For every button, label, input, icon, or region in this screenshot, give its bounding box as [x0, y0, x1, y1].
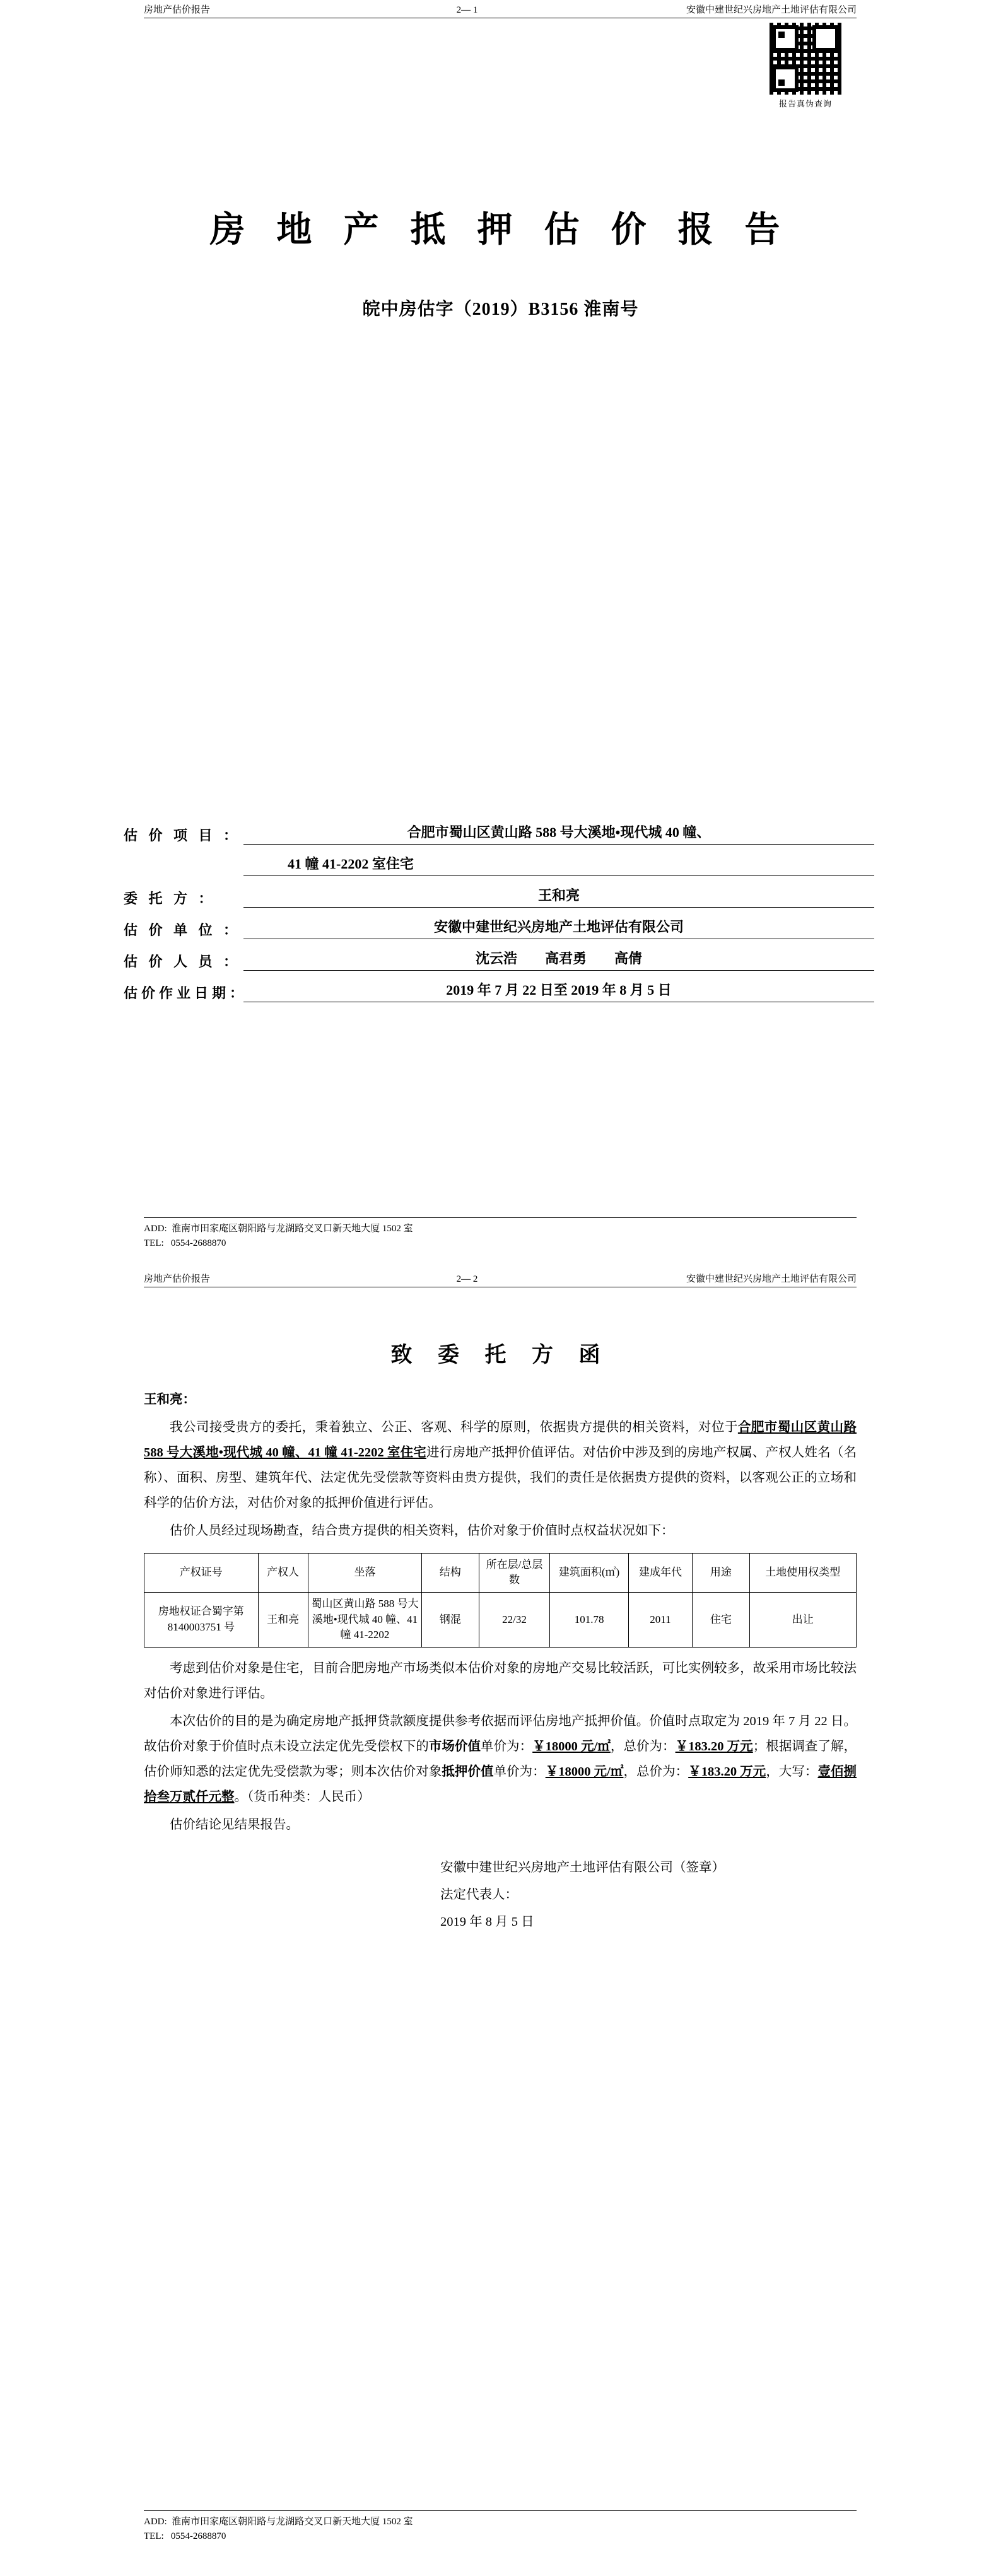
field-work-date [124, 981, 874, 1002]
para1-text-c: 进行房地产抵押价值评估。对估价中涉及到的房地产权属、产权人姓名（名称）、面积、房型、建筑年代、法定优先受偿款等资料由贵方提供，我们的责任是依据贵方提供的资料，以客观公正的立场和科学的估价方法，对估价对象的抵押价值进行评估。 [144, 1445, 857, 1510]
para4-text-5: ，总价为： [623, 1764, 689, 1779]
th-location: 坐落 [308, 1553, 422, 1592]
letter-paragraph-2: 估价人员经过现场勘查，结合贵方提供的相关资料，估价对象于价值时点权益状况如下： [170, 1523, 674, 1538]
letter-paragraph-3: 考虑到估价对象是住宅，目前合肥房地产市场类似本估价对象的房地产交易比较活跃，可比实例较多，故采用市场比较法对估价对象进行评估。 [144, 1661, 857, 1701]
qr-eye-dot-tr [826, 32, 833, 38]
report-title: 房 地 产 抵 押 估 价 报 告 [209, 211, 792, 250]
signature-block [144, 1854, 857, 1936]
para4-mortgage-unit-price: ￥18000 元/㎡ [545, 1764, 624, 1779]
field-work-date-label: 估价作业日期： [124, 985, 248, 1001]
para4-text-1: 单价为： [480, 1739, 533, 1753]
page2-running-header-right: 安徽中建世纪兴房地产土地评估有限公司 [686, 1274, 857, 1284]
page2-running-header-page-number: 2— 2 [456, 1274, 478, 1284]
th-year: 建成年代 [628, 1553, 693, 1592]
field-appraisers-label: 估 价 人 员 ： [124, 954, 242, 969]
table-header-row [144, 1553, 857, 1592]
th-structure: 结构 [422, 1553, 479, 1592]
para4-text-2: ，总价为： [610, 1739, 676, 1753]
th-use: 用途 [693, 1553, 749, 1592]
table-row [144, 1593, 857, 1648]
field-client-label: 委 托 方 ： [124, 891, 216, 906]
qr-eye-dot-tl [778, 32, 785, 38]
para4-market-total-price: ￥183.20 万元 [675, 1739, 753, 1753]
td-floor: 22/32 [479, 1593, 550, 1648]
td-year: 2011 [628, 1593, 693, 1648]
running-header-left: 房地产估价报告 [144, 5, 211, 15]
field-appraisers-value: 沈云浩 高君勇 高倩 [243, 949, 874, 971]
field-client-value: 王和亮 [243, 886, 874, 908]
report-number: 皖中房估字（2019）B3156 淮南号 [362, 300, 639, 319]
para4-pre: 本次估价的目的是为确定房地产抵押贷款额度提供参考依据而评估房地产抵押价值。价值时点取定为 2019 年 7 月 22 日。故估价对象于价值时点未设立法定优先受偿权下的 [144, 1714, 857, 1753]
page2-footer [144, 2510, 857, 2543]
letter-paragraph-4 [144, 1709, 857, 1810]
field-project-value-line2: 41 幢 41-2202 室住宅 [243, 855, 874, 876]
field-project-label: 估 价 项 目 ： [124, 828, 242, 843]
qr-code-caption: 报告真伪查询 [778, 99, 832, 108]
property-info-table [144, 1553, 857, 1648]
field-appraisers [124, 949, 874, 971]
para4-market-unit-price: ￥18000 元/㎡ [532, 1739, 611, 1753]
signature-legal-representative: 法定代表人： [440, 1887, 518, 1902]
para1-text-a: 我公司接受贵方的委托，秉着独立、公正、客观、科学的原则，依据贵方提供的相关资料，对位于 [170, 1420, 738, 1434]
page1-footer-tel: TEL: 0554-2688870 [144, 1238, 226, 1248]
qr-code-block [765, 23, 846, 109]
field-appraisal-firm-label: 估 价 单 位 ： [124, 922, 242, 938]
running-header-page-number: 2— 1 [456, 5, 478, 15]
page1-running-header [144, 3, 857, 18]
letter-salutation: 王和亮： [144, 1393, 196, 1407]
signature-company: 安徽中建世纪兴房地产土地评估有限公司（签章） [440, 1860, 725, 1875]
para4-amount-in-words: 壹佰捌拾叁万贰仟元整 [144, 1764, 857, 1804]
td-area: 101.78 [550, 1593, 628, 1648]
para4-text-7: 。（货币种类：人民币） [234, 1789, 370, 1804]
para4-text-4: 单价为： [493, 1764, 546, 1779]
page1-footer-address: ADD: 淮南市田家庵区朝阳路与龙湖路交叉口新天地大厦 1502 室 [144, 1224, 413, 1234]
page1-footer [144, 1217, 857, 1250]
th-area: 建筑面积(㎡) [550, 1553, 628, 1592]
letter-paragraph-5: 估价结论见结果报告。 [170, 1817, 299, 1832]
field-client [124, 886, 874, 908]
field-project [124, 823, 874, 845]
field-work-date-value: 2019 年 7 月 22 日至 2019 年 8 月 5 日 [243, 981, 874, 1002]
page2-footer-tel: TEL: 0554-2688870 [144, 2531, 226, 2541]
field-project-value: 合肥市蜀山区黄山路 588 号大溪地•现代城 40 幢、 [243, 823, 874, 845]
td-cert-no: 房地权证合蜀字第 8140003751 号 [144, 1593, 259, 1648]
td-owner: 王和亮 [258, 1593, 308, 1648]
qr-code-icon [770, 23, 841, 95]
qr-eye-dot-bl [778, 79, 785, 86]
cover-fields [124, 823, 874, 1012]
qr-eye-bottom-left [772, 66, 799, 92]
para1-subject-property: 合肥市蜀山区黄山路 588 号大溪地•现代城 40 幢、41 幢 41-2202 室住宅 [144, 1420, 857, 1460]
para4-mortgage-total-price: ￥183.20 万元 [688, 1764, 766, 1779]
field-appraisal-firm-value: 安徽中建世纪兴房地产土地评估有限公司 [243, 918, 874, 939]
td-location: 蜀山区黄山路 588 号大溪地•现代城 40 幢、41 幢 41-2202 [308, 1593, 422, 1648]
page2-running-header [144, 1272, 857, 1287]
page2-footer-address: ADD: 淮南市田家庵区朝阳路与龙湖路交叉口新天地大厦 1502 室 [144, 2517, 413, 2527]
letter-body [144, 1388, 857, 1936]
signature-date: 2019 年 8 月 5 日 [440, 1914, 534, 1929]
letter-title: 致 委 托 方 函 [390, 1344, 611, 1367]
td-land-right-type: 出让 [749, 1593, 856, 1648]
td-structure: 钢混 [422, 1593, 479, 1648]
field-appraisal-firm [124, 918, 874, 939]
para4-text-3: ；根据调查了解，估价师知悉的法定优先受偿款为零；则本次估价对象 [144, 1739, 857, 1779]
letter-paragraph-1 [144, 1415, 857, 1516]
th-floor: 所在层/总层数 [479, 1553, 550, 1592]
td-use: 住宅 [693, 1593, 749, 1648]
page2-running-header-left: 房地产估价报告 [144, 1274, 211, 1284]
para4-market-value-label: 市场价值 [428, 1739, 481, 1753]
para4-mortgage-value-label: 抵押价值 [442, 1764, 494, 1779]
running-header-right: 安徽中建世纪兴房地产土地评估有限公司 [686, 5, 857, 15]
th-cert-no: 产权证号 [144, 1553, 259, 1592]
th-land-right-type: 土地使用权类型 [749, 1553, 856, 1592]
field-project-continued [124, 855, 874, 876]
para4-text-6: ，大写： [766, 1764, 818, 1779]
th-owner: 产权人 [258, 1553, 308, 1592]
